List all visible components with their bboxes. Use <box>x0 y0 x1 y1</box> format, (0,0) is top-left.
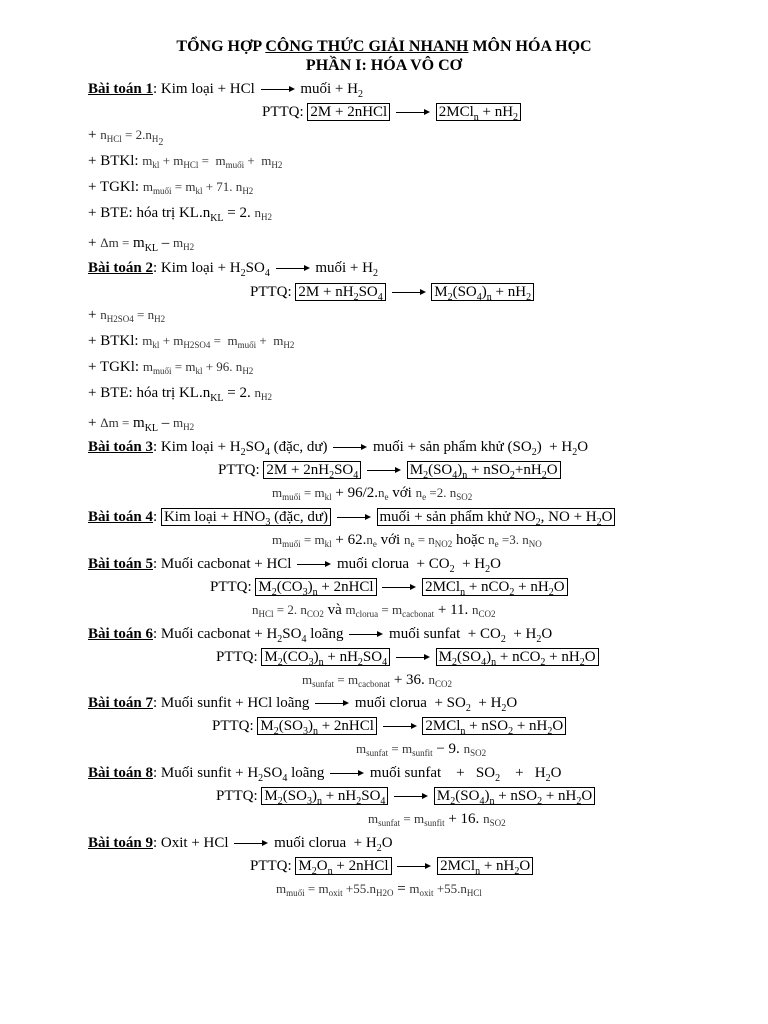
problem-3-pttq <box>218 461 561 485</box>
p1-line-3: + TGKl: $m_{muối} = m_{kl} + 71$. $n_{H2}$ <box>88 179 254 196</box>
pttq-label: PTTQ: <box>216 788 258 804</box>
problem-2-text-b: SO <box>245 260 265 276</box>
arrow-icon <box>276 264 310 274</box>
equation-right-box: $M_2(SO_4)_n + nH_2$ <box>431 283 534 301</box>
equation-right-box <box>436 103 521 121</box>
equation-right-box: $2MCl_n + nH_2O$ <box>437 857 533 875</box>
problem-8-label: Bài toán 8 <box>88 765 154 781</box>
arrow-icon <box>337 513 371 523</box>
arrow-icon <box>396 108 430 118</box>
problem-2-sub-1: 2 <box>240 268 246 279</box>
problem-8-formula: $m_{sunfat} = m_{sunfit} + 16$. $n_{SO2}$ <box>368 811 506 828</box>
arrow-icon <box>392 288 426 298</box>
problem-3-formula: $m_{muối} = m_{kl} + 96/2.n_e$ với $n_e =2$. $n_{SO2}$ <box>272 485 473 502</box>
problem-1-label: Bài toán 1 <box>88 81 154 97</box>
problem-9-formula: $m_{muối} = m_{oxit} +55.n_{H2O} = m_{oxit} +55.n_{HCl}$ <box>276 881 482 898</box>
eq-right-sub2: 2 <box>513 112 519 123</box>
arrow-icon <box>394 792 428 802</box>
p1-line-4: + BTE: hóa trị $KL.n_{KL} = 2$. $n_{H2}$ <box>88 205 273 224</box>
p2-line-1: + $n_{H2SO4} = n_{H2}$ <box>88 307 166 324</box>
problem-6-formula: $m_{sunfat} = m_{cacbonat} + 36$. $n_{CO2}$ <box>302 672 453 689</box>
equation-left-box: $M_2(CO_3)_n + nH_2SO_4$ <box>261 648 390 666</box>
arrow-icon <box>382 583 416 593</box>
problem-4-label: Bài toán 4 <box>88 509 154 525</box>
p1-line-5: + $\Delta m = m_{KL} - m_{H2}$ <box>88 235 195 254</box>
problem-2-sub-3: 2 <box>372 268 378 279</box>
problem-9-statement: Bài toán 9: Oxit + HCl muối clorua + $H_2O$ <box>88 835 393 854</box>
equation-left-box: $M_2(SO_3)_n$ + 2nHCl <box>257 717 376 735</box>
problem-5-label: Bài toán 5 <box>88 556 154 572</box>
p1-line-1: + $n_{HCl} = 2.n_{H_2}$ <box>88 127 164 148</box>
problem-7-pttq <box>212 717 566 741</box>
p1-line-2: + BTKl: $m_{kl} + m_{HCl} = m_{muối} + m_{H2}$ <box>88 153 283 170</box>
problem-1-pttq <box>262 103 521 127</box>
equation-left-box: $M_2(SO_3)_n + nH_2SO_4$ <box>261 787 388 805</box>
arrow-icon <box>396 653 430 663</box>
problem-2-label: Bài toán 2 <box>88 260 154 276</box>
equation-left-box: $2M + 2nH_2SO_4$ <box>263 461 361 479</box>
p2-line-2: + BTKl: $m_{kl} + m_{H2SO4} = m_{muối} + m_{H2}$ <box>88 333 295 350</box>
problem-1-text-b: muối + H <box>300 81 358 97</box>
pttq-label: PTTQ: <box>262 104 304 120</box>
problem-6-pttq <box>216 648 599 672</box>
problem-7-label: Bài toán 7 <box>88 695 154 711</box>
title-part-1: TỔNG HỢP <box>176 38 266 55</box>
page-subtitle: PHẦN I: HÓA VÔ CƠ <box>305 57 463 74</box>
pttq-label: PTTQ: <box>250 284 292 300</box>
equation-left-box: $M_2(CO_3)_n$ + 2nHCl <box>255 578 376 596</box>
problem-2-pttq <box>250 283 534 307</box>
problem-9-pttq <box>250 857 533 881</box>
title-part-3: MÔN HÓA HỌC <box>468 38 592 55</box>
pttq-label: PTTQ: <box>250 858 292 874</box>
equation-left-box: $2M + nH_2SO_4$ <box>295 283 385 301</box>
problem-1-sub: 2 <box>357 89 363 100</box>
eq-right-a: 2MCl <box>438 104 474 120</box>
problem-5-formula: $n_{HCl} = 2$. $n_{CO2}$ và $m_{clorua} = m_{cacbonat} + 11$. $n_{CO2}$ <box>252 602 496 619</box>
arrow-icon <box>234 839 268 849</box>
equation-left-box: 2M + 2nHCl <box>307 103 390 121</box>
problem-5-pttq <box>210 578 568 602</box>
p2-line-5: + $\Delta m = m_{KL} - m_{H2}$ <box>88 415 195 434</box>
problem-4-formula: $m_{muối} = m_{kl} + 62.n_e$ với $n_e = n_{NO2}$ hoặc $n_e =3$. $n_{NO}$ <box>272 532 542 549</box>
equation-right-box: $2MCl_n + nSO_2 + nH_2O$ <box>422 717 566 735</box>
problem-3-statement: Bài toán 3: Kim loại + $H_2SO_4$ (đặc, dư) muối + sản phẩm khử $(SO_2) + H_2O$ <box>88 439 589 458</box>
p2-line-4: + BTE: hóa trị $KL.n_{KL} = 2$. $n_{H2}$ <box>88 385 273 404</box>
problem-4-statement: Bài toán 4: Kim loại + $HNO_3$ (đặc, dư) muối + sản phẩm khử $NO_2$, NO + $H_2O$ <box>88 508 615 532</box>
equation-right-box: $2MCl_n + nCO_2 + nH_2O$ <box>422 578 567 596</box>
problem-6-label: Bài toán 6 <box>88 626 154 642</box>
equation-right-box: $M_2(SO_4)_n + nSO_2 + nH_2O$ <box>434 787 595 805</box>
arrow-icon <box>297 560 331 570</box>
arrow-icon <box>397 862 431 872</box>
problem-6-statement: Bài toán 6: Muối cacbonat + $H_2SO_4$ loãng muối sunfat + $CO_2 + H_2O$ <box>88 626 553 645</box>
pttq-label: PTTQ: <box>216 649 258 665</box>
pttq-label: PTTQ: <box>218 462 260 478</box>
reactant-box: Kim loại + $HNO_3$ (đặc, dư) <box>161 508 331 526</box>
problem-1-statement <box>88 80 363 104</box>
arrow-icon <box>333 443 367 453</box>
problem-2-text-c: muối + H <box>315 260 373 276</box>
equation-left-box: $M_2O_n$ + 2nHCl <box>295 857 391 875</box>
problem-2-statement <box>88 259 378 283</box>
arrow-icon <box>315 699 349 709</box>
arrow-icon <box>383 722 417 732</box>
problem-8-statement: Bài toán 8: Muối sunfit + $H_2SO_4$ loãng muối sunfat + $SO_2$ + $H_2O$ <box>88 765 562 784</box>
problem-1-text-a: : Kim loại + HCl <box>153 81 255 97</box>
pttq-label: PTTQ: <box>210 579 252 595</box>
arrow-icon <box>261 85 295 95</box>
equation-right-box: $M_2(SO_4)_n + nCO_2 + nH_2O$ <box>436 648 599 666</box>
problem-9-label: Bài toán 9 <box>88 835 154 851</box>
p2-line-3: + TGKl: $m_{muối} = m_{kl} + 96$. $n_{H2}$ <box>88 359 254 376</box>
product-box: muối + sản phẩm khử $NO_2$, NO + $H_2O$ <box>377 508 616 526</box>
problem-2-text-a: : Kim loại + H <box>153 260 241 276</box>
equation-right-box: $M_2(SO_4)_n + nSO_2+nH_2O$ <box>407 461 561 479</box>
problem-3-label: Bài toán 3 <box>88 439 154 455</box>
pttq-label: PTTQ: <box>212 718 254 734</box>
page-title <box>0 38 768 56</box>
arrow-icon <box>349 630 383 640</box>
arrow-icon <box>367 466 401 476</box>
problem-7-statement: Bài toán 7: Muối sunfit + HCl loãng muối clorua + $SO_2 + H_2O$ <box>88 695 518 714</box>
problem-2-sub-2: 4 <box>264 268 270 279</box>
title-part-2: CÔNG THỨC GIẢI NHANH <box>265 38 469 55</box>
problem-5-statement: Bài toán 5: Muối cacbonat + HCl muối clorua + $CO_2 + H_2O$ <box>88 556 501 575</box>
eq-right-sub: n <box>473 112 479 123</box>
arrow-icon <box>330 769 364 779</box>
problem-8-pttq <box>216 787 595 811</box>
eq-right-b: + nH <box>478 104 514 120</box>
problem-7-formula: $m_{sunfat} = m_{sunfit} - 9$. $n_{SO2}$ <box>356 741 487 758</box>
